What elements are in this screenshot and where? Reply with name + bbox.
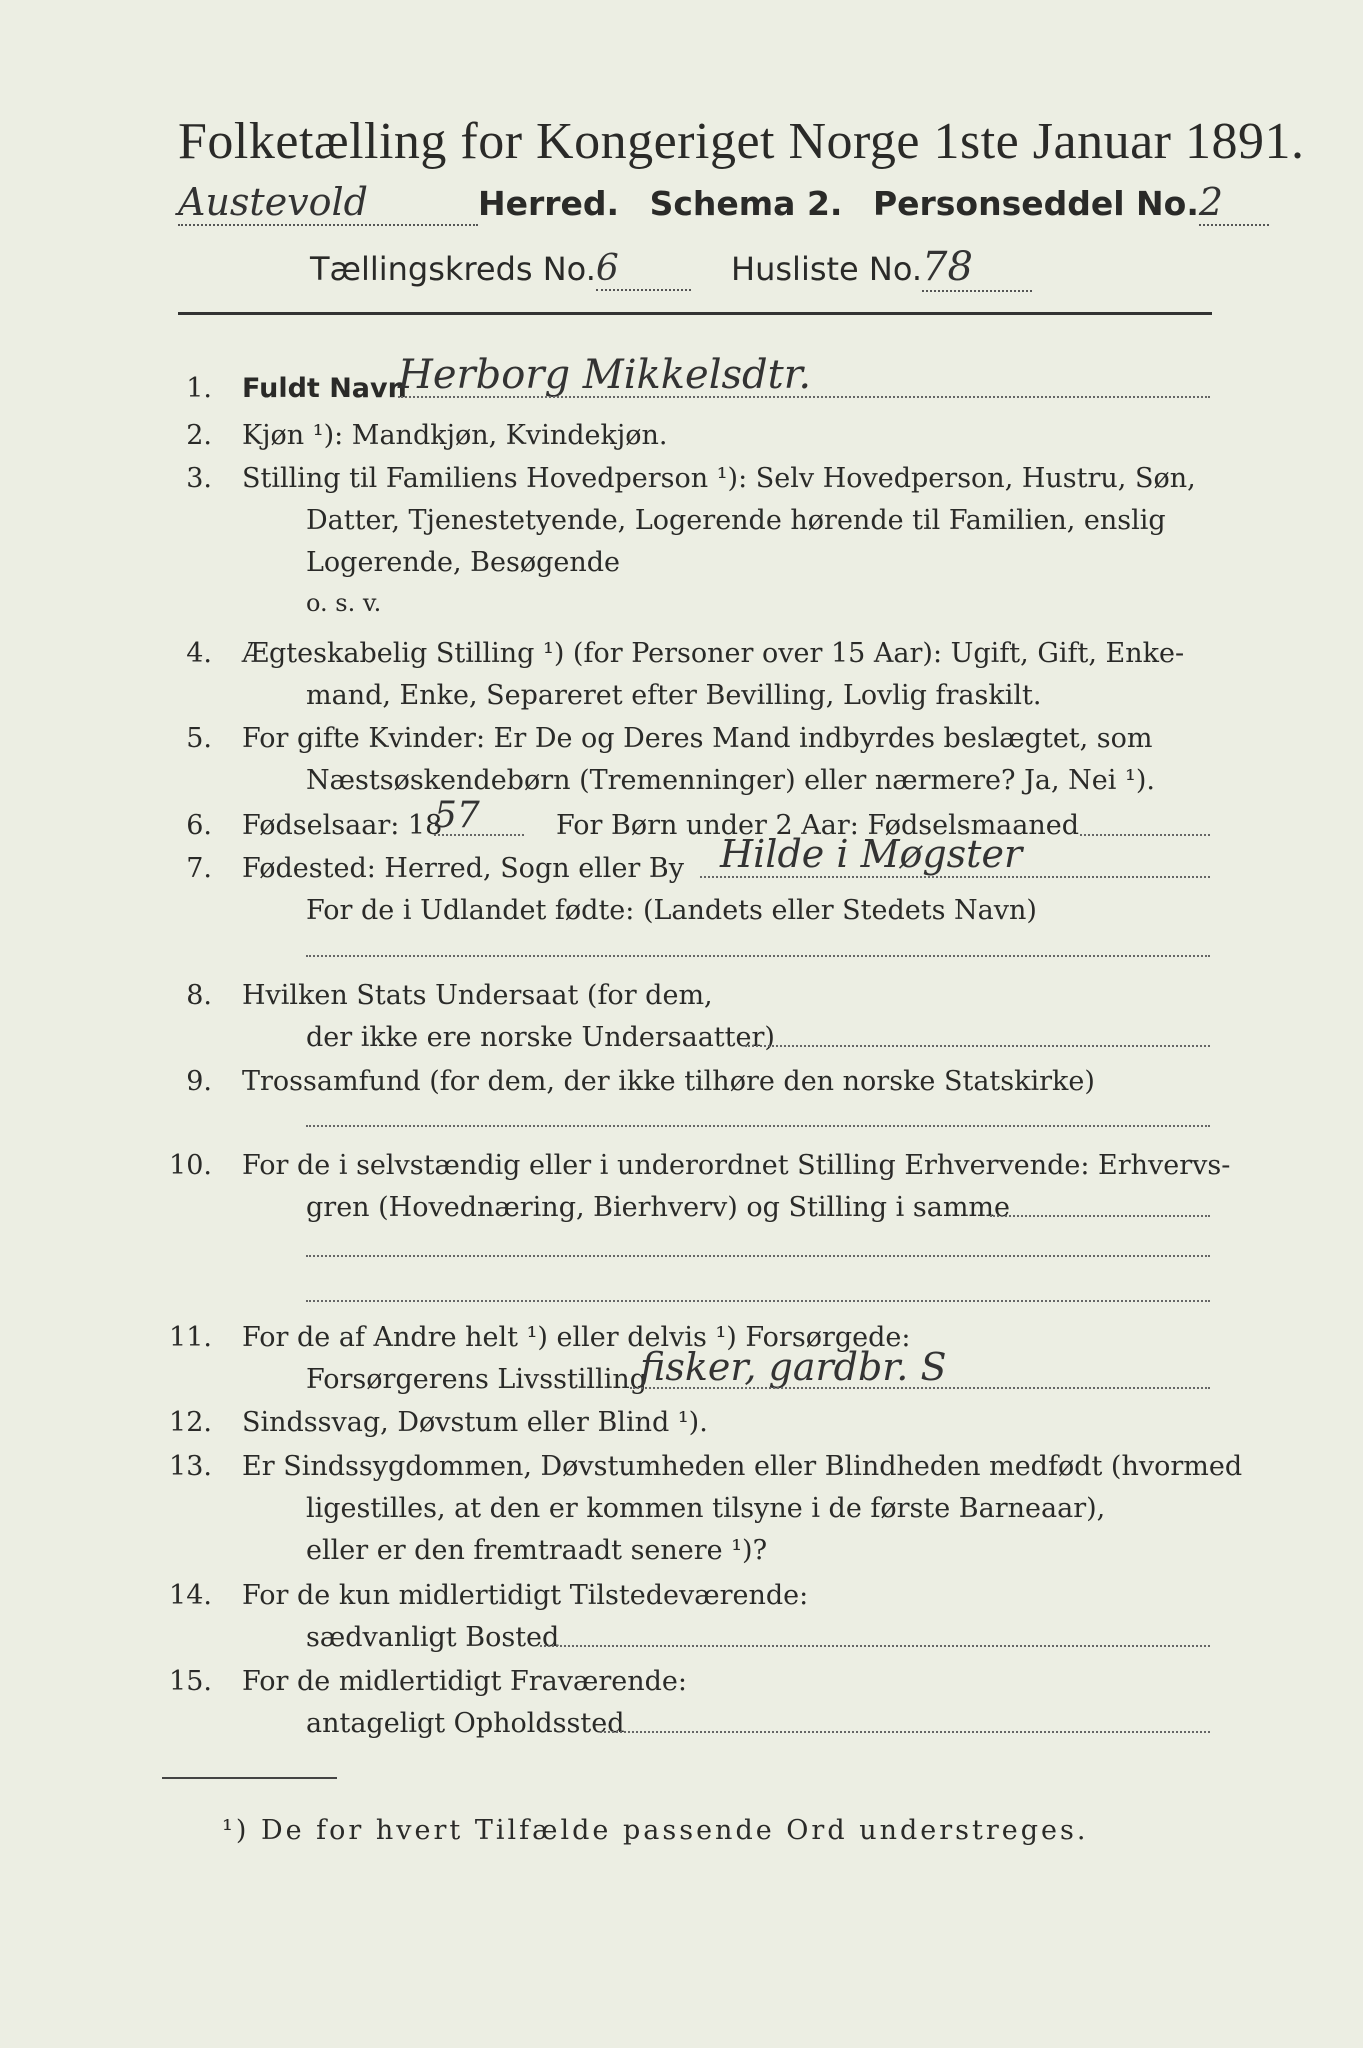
item-4-line-2: mand, Enke, Separeret efter Bevilling, Lovlig fraskilt.	[306, 680, 1042, 711]
taellingskreds-label: Tællingskreds No.	[310, 250, 596, 288]
item-number: 14.	[169, 1580, 212, 1611]
full-name-value: Herborg Mikkelsdtr.	[398, 352, 812, 398]
item-11-line-1: For de af Andre helt ¹) eller delvis ¹) Forsørgede:	[242, 1322, 911, 1353]
item-5-line-2: Næstsøskendebørn (Tremenninger) eller nærmere? Ja, Nei ¹).	[306, 765, 1155, 796]
item-3-line-1: Stilling til Familiens Hovedperson ¹): Selv Hovedperson, Hustru, Søn,	[242, 463, 1196, 494]
item-number: 12.	[169, 1407, 212, 1438]
item-1-label: Fuldt Navn	[242, 373, 407, 404]
taellingskreds-line	[310, 244, 1032, 292]
item-7-line-2: For de i Udlandet fødte: (Landets eller Stedets Navn)	[306, 895, 1037, 926]
item-10-line-1: For de i selvstændig eller i underordnet Stilling Erhvervende: Erhvervs-	[242, 1150, 1231, 1181]
item-14-line-1: For de kun midlertidigt Tilstedeværende:	[242, 1580, 809, 1611]
birth-year-dotline	[434, 834, 524, 836]
item-12-text: Sindssvag, Døvstum eller Blind ¹).	[242, 1407, 708, 1438]
birthplace-dotline	[700, 876, 1210, 878]
item-14-line-2: sædvanligt Bosted	[306, 1622, 560, 1653]
item-15-line-1: For de midlertidigt Fraværende:	[242, 1666, 688, 1697]
birthplace-label: Fødested: Herred, Sogn eller By	[242, 853, 685, 884]
birth-month-label: For Børn under 2 Aar: Fødselsmaaned	[556, 810, 1080, 841]
birth-year-value: 57	[434, 795, 480, 836]
provider-occupation-value: fisker, gardbr. S	[640, 1345, 947, 1389]
item-number: 2.	[186, 420, 212, 451]
item-7-dotline-2	[306, 955, 1210, 957]
item-11-dotline	[630, 1387, 1210, 1389]
item-4-line-1: Ægteskabelig Stilling ¹) (for Personer over 15 Aar): Ugift, Gift, Enke-	[242, 638, 1185, 669]
item-13-line-1: Er Sindssygdommen, Døvstumheden eller Blindheden medfødt (hvormed	[242, 1451, 1243, 1482]
item-11-line-2: Forsørgerens Livsstilling	[306, 1364, 648, 1395]
herred-value: Austevold	[178, 180, 478, 226]
item-10-dotline-1	[990, 1215, 1210, 1217]
item-10-dotline-3	[306, 1300, 1210, 1302]
item-number: 8.	[186, 980, 212, 1011]
item-8-line-2: der ikke ere norske Undersaatter)	[306, 1022, 775, 1053]
birth-year-label: Fødselsaar: 18	[242, 810, 443, 841]
item-14-dotline	[540, 1645, 1210, 1647]
item-8-line-1: Hvilken Stats Undersaat (for dem,	[242, 980, 713, 1011]
item-number: 4.	[186, 638, 212, 669]
footnote: ¹) De for hvert Tilfælde passende Ord understreges.	[222, 1815, 1089, 1846]
item-13-line-2: ligestilles, at den er kommen tilsyne i de første Barneaar),	[306, 1493, 1106, 1524]
item-number: 6.	[186, 810, 212, 841]
herred-line	[178, 180, 1269, 226]
item-15-line-2: antageligt Opholdssted	[306, 1708, 625, 1739]
item-number: 11.	[169, 1322, 212, 1353]
item-number: 7.	[186, 853, 212, 884]
item-number: 10.	[169, 1150, 212, 1181]
item-10-dotline-2	[306, 1255, 1210, 1257]
item-8-dotline	[745, 1045, 1210, 1047]
form-title: Folketælling for Kongeriget Norge 1ste Januar 1891.	[178, 113, 1305, 170]
personseddel-label: Personseddel No.	[872, 184, 1199, 223]
item-9-text: Trossamfund (for dem, der ikke tilhøre den norske Statskirke)	[242, 1066, 1095, 1097]
item-10-line-2: gren (Hovednæring, Bierhverv) og Stilling i samme	[306, 1192, 1011, 1223]
item-13-line-3: eller er den fremtraadt senere ¹)?	[306, 1535, 768, 1566]
husliste-value: 78	[922, 244, 1032, 292]
item-number: 13.	[169, 1451, 212, 1482]
schema-label: Schema 2.	[649, 184, 843, 223]
item-2-text: Kjøn ¹): Mandkjøn, Kvindekjøn.	[242, 420, 668, 451]
birth-month-dotline	[1080, 834, 1210, 836]
personseddel-value: 2	[1199, 180, 1269, 226]
husliste-label: Husliste No.	[731, 250, 923, 288]
item-number: 5.	[186, 723, 212, 754]
item-3-line-3: Logerende, Besøgende	[306, 547, 620, 578]
item-number: 1.	[186, 373, 212, 404]
item-15-dotline	[600, 1731, 1210, 1733]
item-number: 15.	[169, 1666, 212, 1697]
item-number: 9.	[186, 1066, 212, 1097]
item-3-line-2: Datter, Tjenestetyende, Logerende hørende til Familien, enslig	[306, 505, 1166, 536]
item-3-line-4: o. s. v.	[306, 589, 382, 617]
item-9-dotline	[306, 1125, 1210, 1127]
birthplace-value: Hilde i Møgster	[720, 832, 1023, 876]
item-1-dotline	[398, 396, 1210, 398]
header-rule	[178, 312, 1212, 315]
footnote-rule	[162, 1777, 337, 1779]
taellingskreds-value: 6	[596, 248, 691, 291]
herred-label: Herred.	[478, 184, 620, 223]
item-number: 3.	[186, 463, 212, 494]
item-5-line-1: For gifte Kvinder: Er De og Deres Mand indbyrdes beslægtet, som	[242, 723, 1153, 754]
